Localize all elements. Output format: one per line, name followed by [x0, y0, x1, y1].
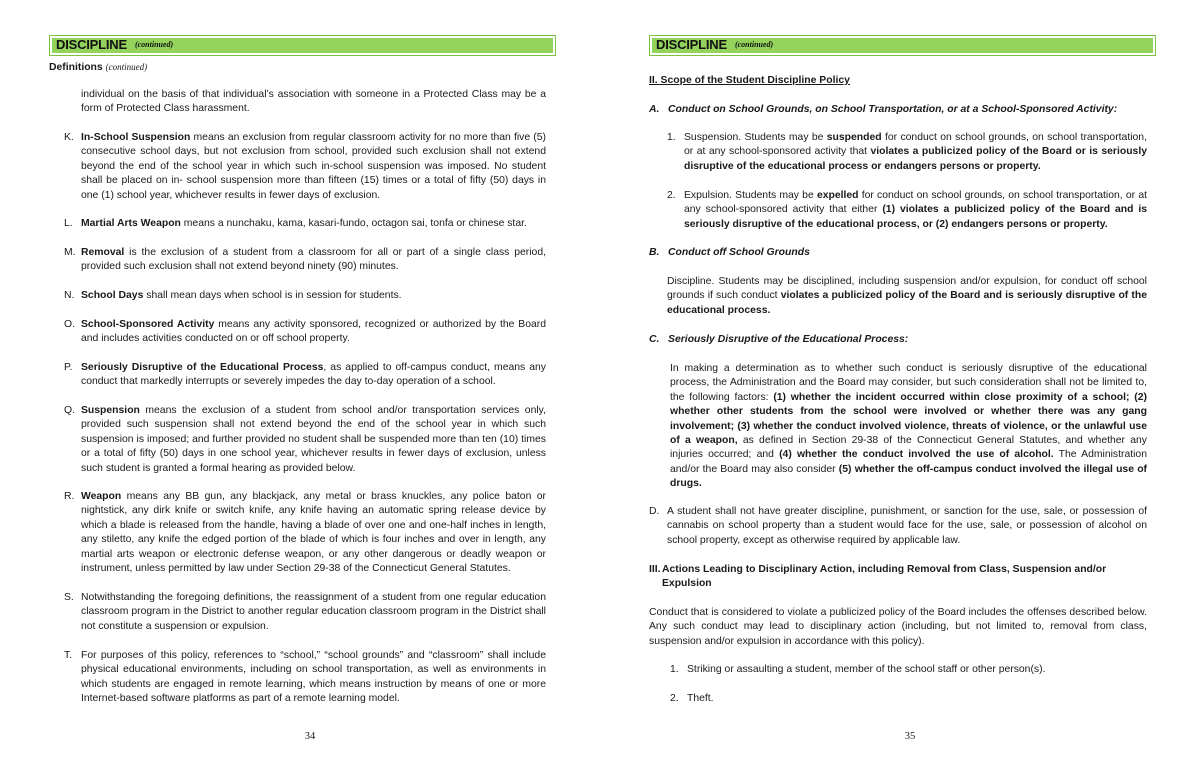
section-banner — [649, 35, 1156, 56]
subsection-a-heading: A. Conduct on School Grounds, on School Transportation, or at a School-Sponsored Activity: — [649, 104, 1118, 115]
item-text: Suspension. Students may be — [684, 132, 827, 143]
paragraph-text: as defined in Section 29-38 of the Connecticut General Statutes, and whether any injuries occurred; and — [670, 435, 1147, 461]
item-marker: R. — [64, 491, 75, 502]
definition-term: In-School Suspension — [81, 132, 191, 143]
paragraph-bold: (1) whether the incident occurred within close proximity of a school; (2) whether other students from the school were involved or whether there was any gang involvement; (3) whether the conduct involved violence, threats of violence, or the unlawful use of a weapon, — [670, 391, 1147, 447]
paragraph-text: Discipline. Students may be disciplined, including suspension and/or expulsion, for conduct off school grounds if such conduct — [667, 276, 1147, 302]
definition-term: Seriously Disruptive of the Educational Process — [81, 362, 324, 373]
definition-text: For purposes of this policy, references to “school,” “school grounds” and “classroom” shall include physical educational environments, including on school transportation, as well as environments in which students are engaged in remote learning, which means instruction by means of one or more Internet-based software platforms as part of a remote learning model. — [81, 650, 546, 705]
section-banner — [49, 35, 556, 56]
banner-title: DISCIPLINE — [56, 37, 127, 53]
paragraph-bold: violates a publicized policy of the Board and is seriously disruptive of the educational process. — [667, 290, 1147, 316]
item-text: Expulsion. Students may be — [684, 190, 817, 201]
definition-text: means any BB gun, any blackjack, any metal or brass knuckles, any police baton or nightstick, any dirk knife or switch knife, any knife having an automatic spring release device by which a blade is released from the handle, having a blade of over one and one-half inches in length, any stiletto, any knife the edged portion of the blade of which is four inches and over in length, any martial arts weapon or electronic defense weapon, or any other dangerous or deadly weapon or instrument, unless permitted by law under Section 29-38 of the Connecticut General Statutes. — [81, 491, 546, 575]
item-marker: K. — [64, 132, 74, 143]
definition-text: , as applied to off-campus conduct, means any conduct that markedly interrupts or severely impedes the day to-day operation of a school. — [81, 362, 546, 388]
definition-text: means the exclusion of a student from school and/or transportation services only, provided such suspension shall not extend beyond the end of the school year in which such suspension is imposed; and further provided no student shall be suspended more than ten (10) times or a total of fifty (50) days in one school year, whichever results in fewer days of exclusion, unless such student is granted a formal hearing as provided below. — [81, 405, 546, 474]
item-bold: violates a publicized policy of the Board or is seriously disruptive of the educational process or endangers persons or property. — [684, 146, 1147, 172]
definition-term: School-Sponsored Activity — [81, 319, 215, 330]
item-bold: expelled — [816, 190, 859, 201]
definition-term: Removal — [81, 247, 125, 258]
intro-paragraph: individual on the basis of that individual’s association with someone in a Protected Class may be a form of Protected Class harassment. — [81, 89, 546, 115]
heading-marker: III. — [649, 564, 661, 575]
item-text: for conduct on school grounds, on school transportation, or at any school-sponsored activity that either — [684, 190, 1147, 216]
section-ii-heading: II. Scope of the Student Discipline Policy — [649, 75, 850, 86]
item-marker: T. — [64, 650, 73, 661]
paragraph-bold: (4) whether the conduct involved the use of alcohol. — [779, 449, 1054, 461]
item-text: for conduct on school grounds, on school transportation, or at any school-sponsored activity that — [684, 132, 1147, 158]
item-marker: S. — [64, 592, 74, 603]
item-marker: 1. — [667, 132, 676, 143]
item-marker: Q. — [64, 405, 75, 416]
item-marker: P. — [64, 362, 73, 373]
item-marker: N. — [64, 290, 75, 301]
definition-text: is the exclusion of a student from a classroom for all or part of a single class period, provided such exclusion shall not extend beyond ninety (90) minutes. — [81, 247, 546, 273]
item-marker: D. — [649, 506, 660, 517]
definitions-continued: (continued) — [105, 62, 148, 72]
banner-subtitle: (continued) — [134, 40, 174, 50]
item-marker: 2. — [670, 693, 679, 704]
definition-term: Weapon — [81, 491, 122, 502]
definition-text: means any activity sponsored, recognized or authorized by the Board and includes activities conducted on or off school property. — [81, 319, 546, 345]
definition-text: means an exclusion from regular classroom activity for no more than five (5) consecutive school days, but not exclusion from school, provided such exclusion shall not extend beyond the end of the school year in which such in-school suspension was imposed. No student shall be placed on in- school suspension more than fifteen (15) times or a total of fifty (50) days in one (1) school year, whichever results in fewer days of exclusion. — [81, 132, 546, 201]
heading-text: Actions Leading to Disciplinary Action, including Removal from Class, Suspension and/or Expulsion — [662, 564, 1107, 590]
item-text: Theft. — [687, 693, 714, 704]
item-text: A student shall not have greater discipline, punishment, or sanction for the use, sale, or possession of cannabis on school property than a student would face for the use, sale, or possession of alcohol on school property, except as otherwise required by applicable law. — [667, 506, 1147, 546]
definitions-label: Definitions — [49, 62, 103, 73]
item-marker: L. — [64, 218, 73, 229]
subsection-b-heading: B. Conduct off School Grounds — [649, 247, 810, 258]
paragraph-bold: (5) whether the off-campus conduct involved the illegal use of drugs. — [670, 463, 1147, 490]
seriously-disruptive-paragraph — [670, 362, 1147, 492]
item-text: Striking or assaulting a student, member of the school staff or other person(s). — [687, 664, 1046, 675]
item-bold: (1) violates a publicized policy of the Board and is seriously disruptive of the educational process, or (2) endangers persons or property. — [684, 204, 1147, 230]
item-marker: O. — [64, 319, 75, 330]
definition-term: Suspension — [81, 405, 140, 416]
paragraph-text: The Administration and/or the Board may also consider — [670, 449, 1147, 475]
page-number: 35 — [904, 731, 916, 742]
item-bold: suspended — [826, 132, 882, 143]
item-marker: M. — [64, 247, 76, 258]
section-iii-paragraph: Conduct that is considered to violate a publicized policy of the Board includes the offenses described below. Any such conduct may lead to disciplinary action (including, but not limited to, removal from class, suspension and/or expulsion in accordance with this policy). — [649, 607, 1147, 647]
definition-term: School Days — [81, 290, 144, 301]
page-number: 34 — [304, 731, 316, 742]
definitions-heading — [49, 60, 147, 75]
item-marker: 2. — [667, 190, 676, 201]
definition-text: Notwithstanding the foregoing definitions, the reassignment of a student from one regular education classroom program in the District to another regular education classroom program in the District shall not constitute a suspension or expulsion. — [81, 592, 546, 632]
subsection-c-heading: C. Seriously Disruptive of the Educational Process: — [649, 334, 909, 345]
paragraph-text: In making a determination as to whether such conduct is seriously disruptive of the educational process, the Administration and the Board may consider, but such consideration shall not be limited to, the following factors: — [670, 363, 1147, 403]
banner-title: DISCIPLINE — [656, 37, 727, 53]
conduct-off-grounds-paragraph — [667, 275, 1147, 318]
definition-term: Martial Arts Weapon — [81, 218, 181, 229]
definition-text: means a nunchaku, kama, kasari-fundo, octagon sai, tonfa or chinese star. — [180, 218, 527, 229]
banner-subtitle: (continued) — [734, 40, 774, 50]
item-marker: 1. — [670, 664, 679, 675]
definition-text: shall mean days when school is in session for students. — [143, 290, 402, 301]
page-35 — [600, 0, 1200, 776]
